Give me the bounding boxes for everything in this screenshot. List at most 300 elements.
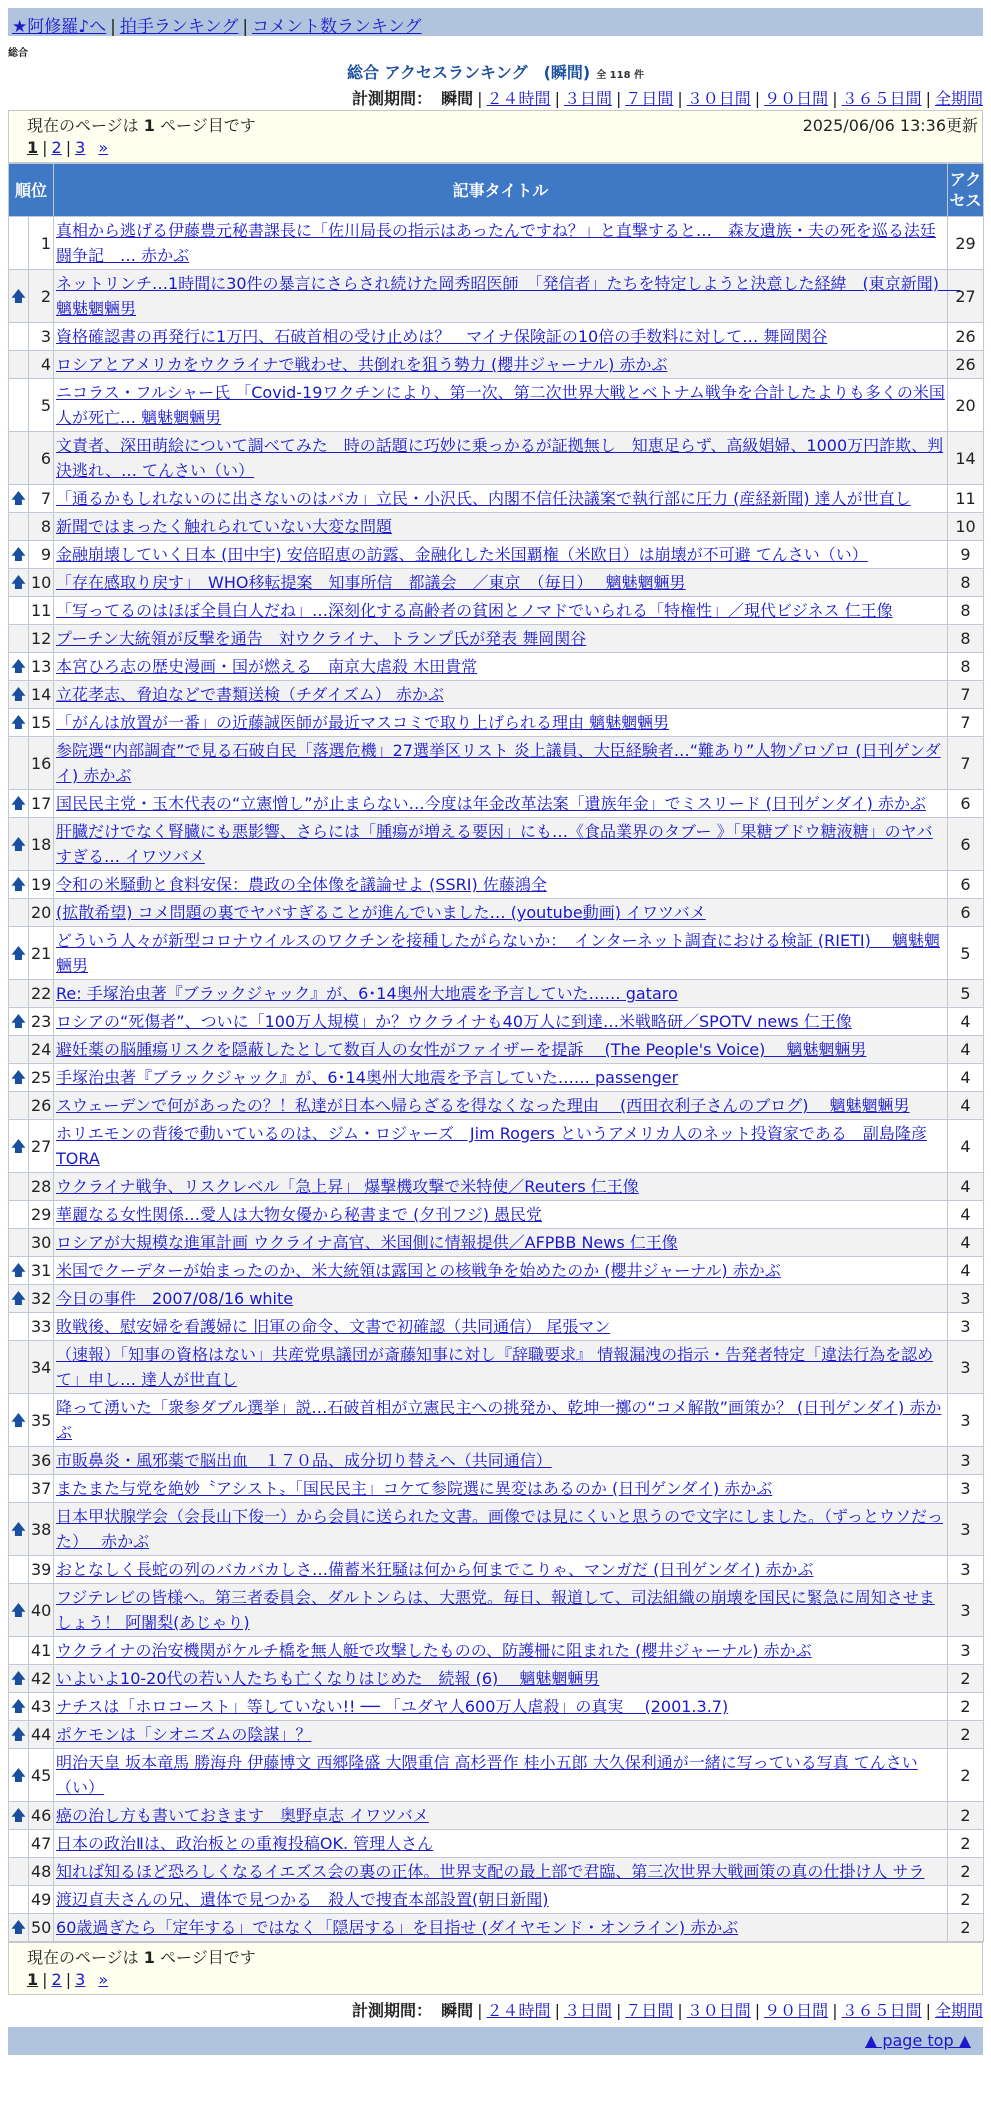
table-row xyxy=(9,1064,984,1092)
access-count: 10 xyxy=(948,513,984,541)
article-link[interactable]: 「がんは放置が一番」の近藤誠医師が最近マスコミで取り上げられる理由 魑魅魍魎男 xyxy=(56,713,670,732)
rank-number: 50 xyxy=(29,1914,54,1942)
access-count: 5 xyxy=(948,980,984,1008)
article-link[interactable]: 降って湧いた「衆参ダブル選挙」説…石破首相が立憲民主への挑発か、乾坤一擲の“コメ解散”画策か？ (日刊ゲンダイ) 赤かぶ xyxy=(56,1398,942,1442)
rank-number: 5 xyxy=(29,379,54,432)
table-row xyxy=(9,818,984,871)
table-row xyxy=(9,653,984,681)
rank-up-arrow-icon xyxy=(9,351,29,379)
rank-up-arrow-icon xyxy=(9,1556,29,1584)
rank-number: 49 xyxy=(29,1886,54,1914)
table-row xyxy=(9,1120,984,1173)
rank-number: 44 xyxy=(29,1721,54,1749)
rank-up-arrow-icon: 🡅 xyxy=(9,1120,29,1173)
access-count: 3 xyxy=(948,1341,984,1394)
title-cell xyxy=(54,681,948,709)
table-row xyxy=(9,1556,984,1584)
title-cell xyxy=(54,1802,948,1830)
page-title xyxy=(0,60,991,83)
title-cell xyxy=(54,432,948,485)
rank-number: 23 xyxy=(29,1008,54,1036)
access-count: 4 xyxy=(948,1173,984,1201)
rank-up-arrow-icon: 🡅 xyxy=(9,1394,29,1447)
access-count: 7 xyxy=(948,709,984,737)
article-link[interactable]: 真相から逃げる伊藤豊元秘書課長に「佐川局長の指示はあったんですね？」と直撃すると… 森友遺族・夫の死を巡る法廷闘争記 … 赤かぶ xyxy=(56,221,936,265)
page-next-link[interactable]: » xyxy=(98,1970,109,1989)
rank-number: 32 xyxy=(29,1285,54,1313)
article-link[interactable]: 敗戦後、慰安婦を看護婦に 旧軍の命令、文書で初確認（共同通信） 尾張マン xyxy=(56,1317,611,1336)
table-row xyxy=(9,1886,984,1914)
table-row xyxy=(9,1447,984,1475)
access-count: 8 xyxy=(948,625,984,653)
table-row xyxy=(9,597,984,625)
table-row xyxy=(9,1858,984,1886)
table-row xyxy=(9,485,984,513)
article-link[interactable]: ロシアが大規模な進軍計画 ウクライナ高官、米国側に情報提供／AFPBB News 仁王像 xyxy=(56,1233,678,1252)
title-cell xyxy=(54,1665,948,1693)
table-row xyxy=(9,1914,984,1942)
period-current: 瞬間 xyxy=(441,2001,474,2020)
rank-up-arrow-icon: 🡅 xyxy=(9,1257,29,1285)
page-link-2[interactable]: 2 xyxy=(51,1970,62,1989)
title-cell xyxy=(54,871,948,899)
period-link-24h[interactable]: ２４時間 xyxy=(486,2001,551,2020)
article-link[interactable]: フジテレビの皆様へ。第三者委員会、ダルトンらは、大悪党。毎日、報道して、司法組織の崩壊を国民に緊急に周知させましょう！ 阿闍梨(あじゃり) xyxy=(56,1588,935,1632)
page-link-2[interactable]: 2 xyxy=(51,138,62,157)
title-cell xyxy=(54,1285,948,1313)
title-cell xyxy=(54,1749,948,1802)
article-link[interactable]: ナチスは「ホロコースト」等していない!! ── 「ユダヤ人600万人虐殺」の真実 (2001.3.7) xyxy=(56,1697,729,1716)
page-current: 1 xyxy=(27,1970,39,1989)
article-link[interactable]: ロシアとアメリカをウクライナで戦わせ、共倒れを狙う勢力 (櫻井ジャーナル) 赤かぶ xyxy=(56,355,668,374)
table-row xyxy=(9,1693,984,1721)
page-link-3[interactable]: 3 xyxy=(75,1970,86,1989)
title-cell xyxy=(54,1092,948,1120)
access-count: 2 xyxy=(948,1749,984,1802)
rank-number: 17 xyxy=(29,790,54,818)
table-row xyxy=(9,217,984,270)
title-cell xyxy=(54,625,948,653)
rank-number: 19 xyxy=(29,871,54,899)
rank-number: 8 xyxy=(29,513,54,541)
title-cell xyxy=(54,1008,948,1036)
rank-number: 24 xyxy=(29,1036,54,1064)
title-cell xyxy=(54,541,948,569)
rank-up-arrow-icon: 🡅 xyxy=(9,1503,29,1556)
access-count: 4 xyxy=(948,1036,984,1064)
table-row xyxy=(9,1092,984,1120)
rank-number: 37 xyxy=(29,1475,54,1503)
table-row xyxy=(9,625,984,653)
pagination-top xyxy=(8,110,983,163)
category-label: 総合 xyxy=(8,48,28,59)
rank-number: 33 xyxy=(29,1313,54,1341)
article-link[interactable]: スウェーデンで何があったの？！私達が日本へ帰らざるを得なくなった理由 (西田衣利子さんのブログ) 魑魅魍魎男 xyxy=(56,1096,910,1115)
title-cell xyxy=(54,1721,948,1749)
rank-up-arrow-icon xyxy=(9,1092,29,1120)
article-link[interactable]: 市販鼻炎・風邪薬で脳出血 １７０品、成分切り替えへ（共同通信） xyxy=(56,1451,552,1470)
rank-up-arrow-icon: 🡅 xyxy=(9,1721,29,1749)
table-row xyxy=(9,513,984,541)
rank-up-arrow-icon: 🡅 xyxy=(9,1802,29,1830)
article-link[interactable]: Re: 手塚治虫著『ブラックジャック』が、6･14奥州大地震を予言していた…… gataro xyxy=(56,984,678,1003)
period-link-24h[interactable]: ２４時間 xyxy=(486,89,551,108)
article-link[interactable]: 新聞ではまったく触れられていない大変な問題 xyxy=(56,517,393,536)
rank-up-arrow-icon xyxy=(9,513,29,541)
rank-up-arrow-icon: 🡅 xyxy=(9,1008,29,1036)
access-count: 4 xyxy=(948,1120,984,1173)
article-link[interactable]: 立花孝志、脅迫などで書類送検（チダイズム） 赤かぶ xyxy=(56,685,444,704)
article-link[interactable]: ロシアの“死傷者”、ついに「100万人規模」か？ウクライナも40万人に到達…米戦略研／SPOTV news 仁王像 xyxy=(56,1012,852,1031)
table-row xyxy=(9,927,984,980)
rank-number: 3 xyxy=(29,323,54,351)
rank-number: 36 xyxy=(29,1447,54,1475)
article-link[interactable]: 渡辺貞夫さんの兄、遺体で見つかる 殺人で捜査本部設置(朝日新聞) xyxy=(56,1890,549,1909)
article-link[interactable]: ネットリンチ…1時間に30件の暴言にさらされ続けた岡秀昭医師 「発信者」たちを特定しようと決意した経緯 (東京新聞) 魑魅魍魎男 xyxy=(56,274,961,318)
page-links: 1 | 2 | 3 » xyxy=(27,138,109,157)
article-link[interactable]: 今日の事件 2007/08/16 white xyxy=(56,1289,294,1308)
article-link[interactable]: 文責者、深田萌絵について調べてみた 時の話題に巧妙に乗っかるが証拠無し 知恵足らず、高級娼婦、1000万円詐欺、判決逃れ、… てんさい（い） xyxy=(56,436,944,480)
article-link[interactable]: プーチン大統領が反撃を通告 対ウクライナ、トランプ氏が発表 舞岡関谷 xyxy=(56,629,587,648)
rank-up-arrow-icon xyxy=(9,323,29,351)
period-selector-bottom: 計測期間： 瞬間 | ２４時間 | ３日間 | ７日間 | ３０日間 | ９０日間 | ３６５日間 | 全期間 xyxy=(352,2001,983,2020)
title-cell xyxy=(54,1036,948,1064)
table-row xyxy=(9,569,984,597)
rank-up-arrow-icon xyxy=(9,1637,29,1665)
table-row xyxy=(9,899,984,927)
title-cell xyxy=(54,899,948,927)
article-link[interactable]: ホリエモンの背後で動いているのは、ジム・ロジャーズ Jim Rogers というアメリカ人のネット投資家である 副島隆彦 TORA xyxy=(56,1124,927,1168)
current-page-info: 現在のページは 1 ページ目です xyxy=(27,116,256,135)
table-row xyxy=(9,1229,984,1257)
title-cell xyxy=(54,485,948,513)
access-count: 3 xyxy=(948,1584,984,1637)
rank-number: 6 xyxy=(29,432,54,485)
rank-up-arrow-icon xyxy=(9,379,29,432)
period-link-30d[interactable]: ３０日間 xyxy=(686,2001,751,2020)
article-link[interactable]: 「存在感取り戻す」 WHO移転提案 知事所信 都議会 ／東京 （毎日） 魑魅魍魎男 xyxy=(56,573,686,592)
article-link[interactable]: 資格確認書の再発行に1万円、石破首相の受け止めは？ マイナ保険証の10倍の手数料に対して… 舞岡関谷 xyxy=(56,327,828,346)
title-cell xyxy=(54,1858,948,1886)
rank-up-arrow-icon: 🡅 xyxy=(9,270,29,323)
rank-number: 46 xyxy=(29,1802,54,1830)
title-cell xyxy=(54,597,948,625)
table-row xyxy=(9,1008,984,1036)
title-cell xyxy=(54,980,948,1008)
table-row xyxy=(9,323,984,351)
article-link[interactable]: またまた与党を絶妙〝アシスト〟「国民民主」コケて参院選に異変はあるのか (日刊ゲンダイ) 赤かぶ xyxy=(56,1479,773,1498)
article-link[interactable]: 米国でクーデターが始まったのか、米大統領は露国との核戦争を始めたのか (櫻井ジャーナル) 赤かぶ xyxy=(56,1261,781,1280)
access-count: 14 xyxy=(948,432,984,485)
ranking-title: 総合 アクセスランキング (瞬間) xyxy=(346,63,591,82)
article-link[interactable]: 「通るかもしれないのに出さないのはバカ」立民・小沢氏、内閣不信任決議案で執行部に圧力 (産経新聞) 達人が世直し xyxy=(56,489,911,508)
rank-up-arrow-icon: 🡅 xyxy=(9,871,29,899)
access-count: 7 xyxy=(948,737,984,790)
rank-up-arrow-icon xyxy=(9,1036,29,1064)
title-cell xyxy=(54,790,948,818)
article-link[interactable]: 参院選“内部調査”で見る石破自民「落選危機」27選挙区リスト 炎上議員、大臣経験者…“難あり”人物ゾロゾロ (日刊ゲンダイ) 赤かぶ xyxy=(56,741,941,785)
rank-number: 31 xyxy=(29,1257,54,1285)
title-cell xyxy=(54,1584,948,1637)
rank-number: 11 xyxy=(29,597,54,625)
table-row xyxy=(9,1721,984,1749)
rank-up-arrow-icon: 🡅 xyxy=(9,541,29,569)
title-cell xyxy=(54,1229,948,1257)
access-count: 2 xyxy=(948,1802,984,1830)
rank-up-arrow-icon: 🡅 xyxy=(9,1749,29,1802)
rank-up-arrow-icon: 🡅 xyxy=(9,1064,29,1092)
clap-ranking-link[interactable]: 拍手ランキング xyxy=(119,17,239,37)
rank-number: 16 xyxy=(29,737,54,790)
table-row xyxy=(9,270,984,323)
period-link-7d[interactable]: ７日間 xyxy=(625,2001,674,2020)
pagination-bottom xyxy=(8,1942,983,1995)
title-cell xyxy=(54,1556,948,1584)
title-cell xyxy=(54,1257,948,1285)
rank-number: 38 xyxy=(29,1503,54,1556)
rank-up-arrow-icon xyxy=(9,737,29,790)
page-current: 1 xyxy=(27,138,39,157)
rank-number: 35 xyxy=(29,1394,54,1447)
rank-number: 21 xyxy=(29,927,54,980)
rank-number: 34 xyxy=(29,1341,54,1394)
period-current: 瞬間 xyxy=(441,89,474,108)
access-count: 2 xyxy=(948,1886,984,1914)
rank-up-arrow-icon: 🡅 xyxy=(9,1914,29,1942)
table-row xyxy=(9,541,984,569)
title-cell xyxy=(54,1693,948,1721)
table-row xyxy=(9,1665,984,1693)
rank-up-arrow-icon xyxy=(9,217,29,270)
title-cell xyxy=(54,1313,948,1341)
period-link-90d[interactable]: ９０日間 xyxy=(764,89,829,108)
access-count: 3 xyxy=(948,1556,984,1584)
title-cell xyxy=(54,709,948,737)
access-count: 5 xyxy=(948,927,984,980)
access-count: 8 xyxy=(948,569,984,597)
article-link[interactable]: 日本甲状腺学会（会長山下俊一）から会員に送られた文書。画像では見にくいと思うので文字にしました。（ずっとウソだった） 赤かぶ xyxy=(56,1507,944,1551)
rank-number: 27 xyxy=(29,1120,54,1173)
rank-up-arrow-icon xyxy=(9,1341,29,1394)
title-cell xyxy=(54,1447,948,1475)
access-count: 4 xyxy=(948,1008,984,1036)
article-link[interactable]: 国民民主党・玉木代表の“立憲憎し”が止まらない…今度は年金改革法案「遺族年金」でミスリード (日刊ゲンダイ) 赤かぶ xyxy=(56,794,926,813)
period-link-365d[interactable]: ３６５日間 xyxy=(841,89,922,108)
table-row xyxy=(9,351,984,379)
title-cell xyxy=(54,270,961,323)
rank-up-arrow-icon xyxy=(9,899,29,927)
access-count: 4 xyxy=(948,1257,984,1285)
article-link[interactable]: 明治天皇 坂本竜馬 勝海舟 伊藤博文 西郷隆盛 大隈重信 高杉晋作 桂小五郎 大久保利通が一緒に写っている写真 てんさい（い） xyxy=(56,1753,918,1797)
access-count: 3 xyxy=(948,1637,984,1665)
table-row xyxy=(9,1201,984,1229)
period-link-30d[interactable]: ３０日間 xyxy=(686,89,751,108)
article-link[interactable]: ポケモンは「シオニズムの陰謀」？ xyxy=(56,1725,312,1744)
article-link[interactable]: 本宮ひろ志の歴史漫画・国が燃える 南京大虐殺 木田貴常 xyxy=(56,657,478,676)
access-count: 11 xyxy=(948,485,984,513)
article-link[interactable]: ニコラス・フルシャー氏 「Covid-19ワクチンにより、第一次、第二次世界大戦とベトナム戦争を合計したよりも多くの米国人が死亡… 魑魅魍魎男 xyxy=(56,383,945,427)
top-nav-bar xyxy=(8,8,983,36)
rank-up-arrow-icon xyxy=(9,597,29,625)
rank-number: 9 xyxy=(29,541,54,569)
table-row xyxy=(9,1802,984,1830)
period-link-90d[interactable]: ９０日間 xyxy=(764,2001,829,2020)
article-link[interactable]: 日本の政治Ⅱは、政治板との重複投稿OK. 管理人さん xyxy=(56,1834,434,1853)
home-link[interactable]: ★阿修羅♪へ xyxy=(12,17,107,37)
page-link-3[interactable]: 3 xyxy=(75,138,86,157)
title-cell xyxy=(54,737,948,790)
table-row xyxy=(9,737,984,790)
rank-number: 10 xyxy=(29,569,54,597)
title-cell xyxy=(54,569,948,597)
rank-up-arrow-icon xyxy=(9,1229,29,1257)
rank-up-arrow-icon: 🡅 xyxy=(9,1584,29,1637)
access-count: 3 xyxy=(948,1285,984,1313)
access-count: 4 xyxy=(948,1092,984,1120)
table-row xyxy=(9,681,984,709)
rank-number: 7 xyxy=(29,485,54,513)
rank-up-arrow-icon: 🡅 xyxy=(9,569,29,597)
access-count: 6 xyxy=(948,818,984,871)
table-row xyxy=(9,1285,984,1313)
title-cell xyxy=(54,1394,948,1447)
rank-number: 18 xyxy=(29,818,54,871)
article-link[interactable]: 避妊薬の脳腫瘍リスクを隠蔽したとして数百人の女性がファイザーを提訴 (The People's Voice) 魑魅魍魎男 xyxy=(56,1040,867,1059)
rank-number: 41 xyxy=(29,1637,54,1665)
rank-number: 47 xyxy=(29,1830,54,1858)
access-count: 6 xyxy=(948,790,984,818)
table-row xyxy=(9,1749,984,1802)
table-row xyxy=(9,432,984,485)
table-row xyxy=(9,1257,984,1285)
period-link-all[interactable]: 全期間 xyxy=(934,89,983,108)
page-next-link[interactable]: » xyxy=(98,138,109,157)
rank-number: 15 xyxy=(29,709,54,737)
article-link[interactable]: 手塚治虫著『ブラックジャック』が、6･14奥州大地震を予言していた…… passenger xyxy=(56,1068,679,1087)
period-link-7d[interactable]: ７日間 xyxy=(625,89,674,108)
access-count: 26 xyxy=(948,323,984,351)
page-links: 1 | 2 | 3 » xyxy=(27,1970,109,1989)
rank-number: 1 xyxy=(29,217,54,270)
period-link-3d[interactable]: ３日間 xyxy=(563,89,612,108)
article-link[interactable]: おとなしく長蛇の列のバカバカしさ…備蓄米狂騒は何から何までこりゃ、マンガだ (日刊ゲンダイ) 赤かぶ xyxy=(56,1560,814,1579)
table-row xyxy=(9,379,984,432)
table-row xyxy=(9,1341,984,1394)
article-link[interactable]: 肝臓だけでなく腎臓にも悪影響、さらには「腫瘍が増える要因」にも…《食品業界のタブー 》「果糖ブドウ糖液糖」のヤバすぎる… イワツバメ xyxy=(56,822,933,866)
article-link[interactable]: 「写ってるのはほぼ全員白人だね」…深刻化する高齢者の貧困とノマドでいられる「特権性」／現代ビジネス 仁王像 xyxy=(56,601,893,620)
rank-number: 4 xyxy=(29,351,54,379)
rank-up-arrow-icon: 🡅 xyxy=(9,709,29,737)
rank-up-arrow-icon xyxy=(9,1475,29,1503)
rank-number: 2 xyxy=(29,270,54,323)
rank-up-arrow-icon xyxy=(9,1830,29,1858)
access-count: 3 xyxy=(948,1313,984,1341)
page-top-link[interactable]: ▲ page top ▲ xyxy=(864,2031,971,2050)
header-title: 記事タイトル xyxy=(54,164,948,217)
table-row xyxy=(9,871,984,899)
access-count: 4 xyxy=(948,1064,984,1092)
table-row xyxy=(9,1584,984,1637)
article-link[interactable]: 60歳過ぎたら「定年する」ではなく「隠居する」を目指せ (ダイヤモンド・オンライン) 赤かぶ xyxy=(56,1918,739,1937)
table-row xyxy=(9,1830,984,1858)
article-link[interactable]: 知れば知るほど恐ろしくなるイエズス会の裏の正体。世界支配の最上部で君臨、第三次世界大戦画策の真の仕掛け人 サラ xyxy=(56,1862,925,1881)
article-link[interactable]: ウクライナの治安機関がケルチ橋を無人艇で攻撃したものの、防護柵に阻まれた (櫻井ジャーナル) 赤かぶ xyxy=(56,1641,812,1660)
access-count: 9 xyxy=(948,541,984,569)
article-link[interactable]: 癌の治し方も書いておきます 奥野卓志 イワツバメ xyxy=(56,1806,429,1825)
access-count: 20 xyxy=(948,379,984,432)
ranking-table xyxy=(8,163,984,1942)
table-row xyxy=(9,980,984,1008)
rank-up-arrow-icon xyxy=(9,1173,29,1201)
period-link-all[interactable]: 全期間 xyxy=(934,2001,983,2020)
rank-up-arrow-icon: 🡅 xyxy=(9,485,29,513)
title-cell xyxy=(54,927,948,980)
comment-ranking-link[interactable]: コメント数ランキング xyxy=(252,17,422,37)
article-link[interactable]: (拡散希望) コメ問題の裏でヤバすぎることが進んでいました… (youtube動画) イワツバメ xyxy=(56,903,706,922)
rank-up-arrow-icon: 🡅 xyxy=(9,927,29,980)
rank-number: 45 xyxy=(29,1749,54,1802)
access-count: 2 xyxy=(948,1721,984,1749)
divider: | xyxy=(242,17,249,37)
rank-up-arrow-icon: 🡅 xyxy=(9,1693,29,1721)
article-link[interactable]: ウクライナ戦争、リスクレベル「急上昇」 爆撃機攻撃で米特使／Reuters 仁王像 xyxy=(56,1177,639,1196)
article-link[interactable]: いよいよ10-20代の若い人たちも亡くなりはじめた 続報 (6) 魑魅魍魎男 xyxy=(56,1669,600,1688)
article-link[interactable]: 華麗なる女性関係…愛人は大物女優から秘書まで (夕刊フジ) 愚民党 xyxy=(56,1205,543,1224)
rank-number: 29 xyxy=(29,1201,54,1229)
rank-number: 48 xyxy=(29,1858,54,1886)
period-link-365d[interactable]: ３６５日間 xyxy=(841,2001,922,2020)
access-count: 2 xyxy=(948,1665,984,1693)
rank-number: 30 xyxy=(29,1229,54,1257)
title-cell xyxy=(54,1064,948,1092)
article-link[interactable]: （速報）「知事の資格はない」共産党県議団が斎藤知事に対し『辞職要求』 情報漏洩の指示・告発者特定「違法行為を認めて」申し… 達人が世直し xyxy=(56,1345,934,1389)
title-cell xyxy=(54,351,948,379)
title-cell xyxy=(54,1341,948,1394)
title-cell xyxy=(54,379,948,432)
article-link[interactable]: 令和の米騒動と食料安保：農政の全体像を議論せよ (SSRI) 佐藤鴻全 xyxy=(56,875,547,894)
rank-number: 14 xyxy=(29,681,54,709)
table-row xyxy=(9,1503,984,1556)
title-cell xyxy=(54,653,948,681)
table-row xyxy=(9,790,984,818)
article-link[interactable]: 金融崩壊していく日本 (田中宇) 安倍昭恵の訪露、金融化した米国覇権（米欧日）は崩壊が不可避 てんさい（い） xyxy=(56,545,868,564)
rank-number: 40 xyxy=(29,1584,54,1637)
table-row xyxy=(9,1475,984,1503)
title-cell xyxy=(54,1120,948,1173)
rank-up-arrow-icon: 🡅 xyxy=(9,681,29,709)
period-link-3d[interactable]: ３日間 xyxy=(563,2001,612,2020)
rank-up-arrow-icon: 🡅 xyxy=(9,1665,29,1693)
total-count: 全 118 件 xyxy=(596,70,645,81)
rank-number: 43 xyxy=(29,1693,54,1721)
access-count: 2 xyxy=(948,1830,984,1858)
rank-number: 25 xyxy=(29,1064,54,1092)
access-count: 8 xyxy=(948,597,984,625)
article-link[interactable]: どういう人々が新型コロナウイルスのワクチンを接種したがらないか： インターネット調査における検証 (RIETI) 魑魅魍魎男 xyxy=(56,931,940,975)
rank-up-arrow-icon xyxy=(9,980,29,1008)
rank-up-arrow-icon xyxy=(9,1886,29,1914)
access-count: 3 xyxy=(948,1447,984,1475)
title-cell xyxy=(54,323,948,351)
rank-up-arrow-icon xyxy=(9,1447,29,1475)
rank-number: 13 xyxy=(29,653,54,681)
title-cell xyxy=(54,513,948,541)
access-count: 4 xyxy=(948,1229,984,1257)
rank-number: 28 xyxy=(29,1173,54,1201)
header-access: アクセス xyxy=(948,164,984,217)
rank-number: 39 xyxy=(29,1556,54,1584)
rank-number: 20 xyxy=(29,899,54,927)
